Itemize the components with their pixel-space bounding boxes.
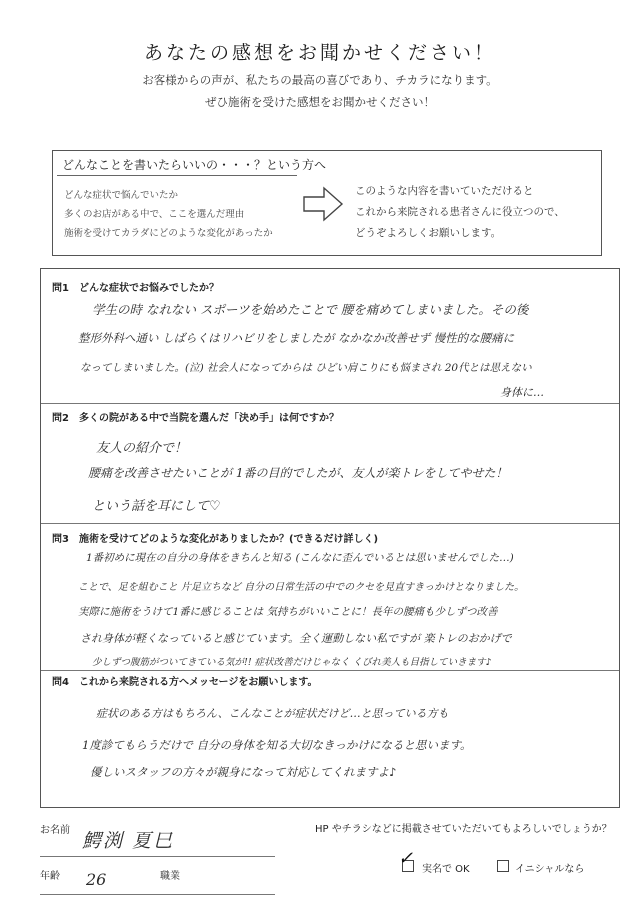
answer-3-line: 少しずつ腹筋がついてきている気が!! 症状改善だけじゃなく くびれ美人も目指していきます♪	[92, 657, 492, 668]
answer-3-line: 実際に施術をうけて1番に感じることは 気持ちがいいことに！長年の腰痛も少しずつ改善	[78, 606, 498, 618]
hint-result-line: このような内容を書いていただけると	[355, 185, 534, 197]
answer-2-line: 腰痛を改善させたいことが 1番の目的でしたが、友人が楽トレをしてやせた！	[88, 466, 508, 480]
hint-divider	[57, 175, 297, 176]
answer-1-line: 整形外科へ通い しばらくはリハビリをしましたが なかなか改善せず 慢性的な腰痛に	[78, 331, 515, 345]
page-title: あなたの感想をお聞かせください！	[143, 42, 496, 64]
hint-item: どんな症状で悩んでいたか	[64, 190, 179, 201]
question-3-label: 問3 施術を受けてどのような変化がありましたか？(できるだけ詳しく)	[52, 534, 379, 545]
question-1-label: 問1 どんな症状でお悩みでしたか？	[52, 283, 219, 294]
initial-checkbox[interactable]	[497, 860, 509, 872]
name-label: お名前	[40, 825, 70, 836]
section-divider	[41, 403, 619, 404]
section-divider	[41, 523, 619, 524]
answer-3-line: ことで、足を組むこと 片足立ちなど 自分の日常生活の中でのクセを見直すきっかけとなりました。	[78, 582, 525, 593]
job-label: 職業	[160, 871, 180, 882]
answer-1-line: なってしまいました。(泣) 社会人になってからは ひどい肩こりにも悩まされ 20代とは思えない	[80, 362, 532, 374]
age-label: 年齢	[40, 871, 60, 882]
hint-result-line: これから来院される患者さんに役立つので、	[355, 206, 565, 218]
answer-4-line: 症状のある方はもちろん、こんなことが症状だけど…と思っている方も	[96, 707, 449, 720]
age-value[interactable]: 26	[86, 870, 107, 889]
answer-3-line: 1番初めに現在の自分の身体をきちんと知る (こんなに歪んでいるとは思いませんでした…)	[86, 552, 514, 564]
subtitle-2: ぜひ施術を受けた感想をお聞かせください！	[205, 95, 435, 109]
subtitle-1: お客様からの声が、私たちの最高の喜びであり、チカラになります。	[142, 73, 498, 87]
answer-2-line: 友人の紹介で！	[96, 441, 188, 456]
section-divider	[41, 670, 619, 671]
right-arrow-icon	[302, 186, 344, 222]
hint-heading: どんなことを書いたらいいの・・・？という方へ	[62, 158, 327, 172]
name-value[interactable]: 鰐渕 夏巳	[82, 830, 175, 852]
hint-result-line: どうぞよろしくお願いします。	[355, 227, 502, 239]
question-2-label: 問2 多くの院がある中で当院を選んだ「決め手」は何ですか？	[52, 413, 339, 424]
name-underline	[40, 856, 275, 857]
hint-item: 多くのお店がある中で、ここを選んだ理由	[64, 209, 245, 220]
age-job-underline	[40, 894, 275, 895]
answer-3-line: され身体が軽くなっていると感じています。全く運動しない私ですが 楽トレのおかげで	[80, 632, 512, 645]
question-4-label: 問4 これから来院される方へメッセージをお願いします。	[52, 677, 318, 688]
check-mark-icon: ✓	[398, 848, 414, 869]
initial-option-label: イニシャルなら	[515, 864, 585, 875]
answer-4-line: 1度診てもらうだけで 自分の身体を知る大切なきっかけになると思います。	[82, 738, 472, 752]
answer-1-line: 身体に…	[500, 386, 544, 399]
answer-1-line: 学生の時 なれない スポーツを始めたことで 腰を痛めてしまいました。その後	[92, 302, 529, 317]
permission-question: HP やチラシなどに掲載させていただいてもよろしいでしょうか？	[315, 824, 612, 835]
hint-item: 施術を受けてカラダにどのような変化があったか	[64, 228, 273, 239]
realname-option-label: 実名で OK	[422, 864, 470, 875]
answer-2-line: という話を耳にして♡	[92, 499, 221, 514]
answer-4-line: 優しいスタッフの方々が親身になって対応してくれますよ♪	[90, 765, 397, 779]
